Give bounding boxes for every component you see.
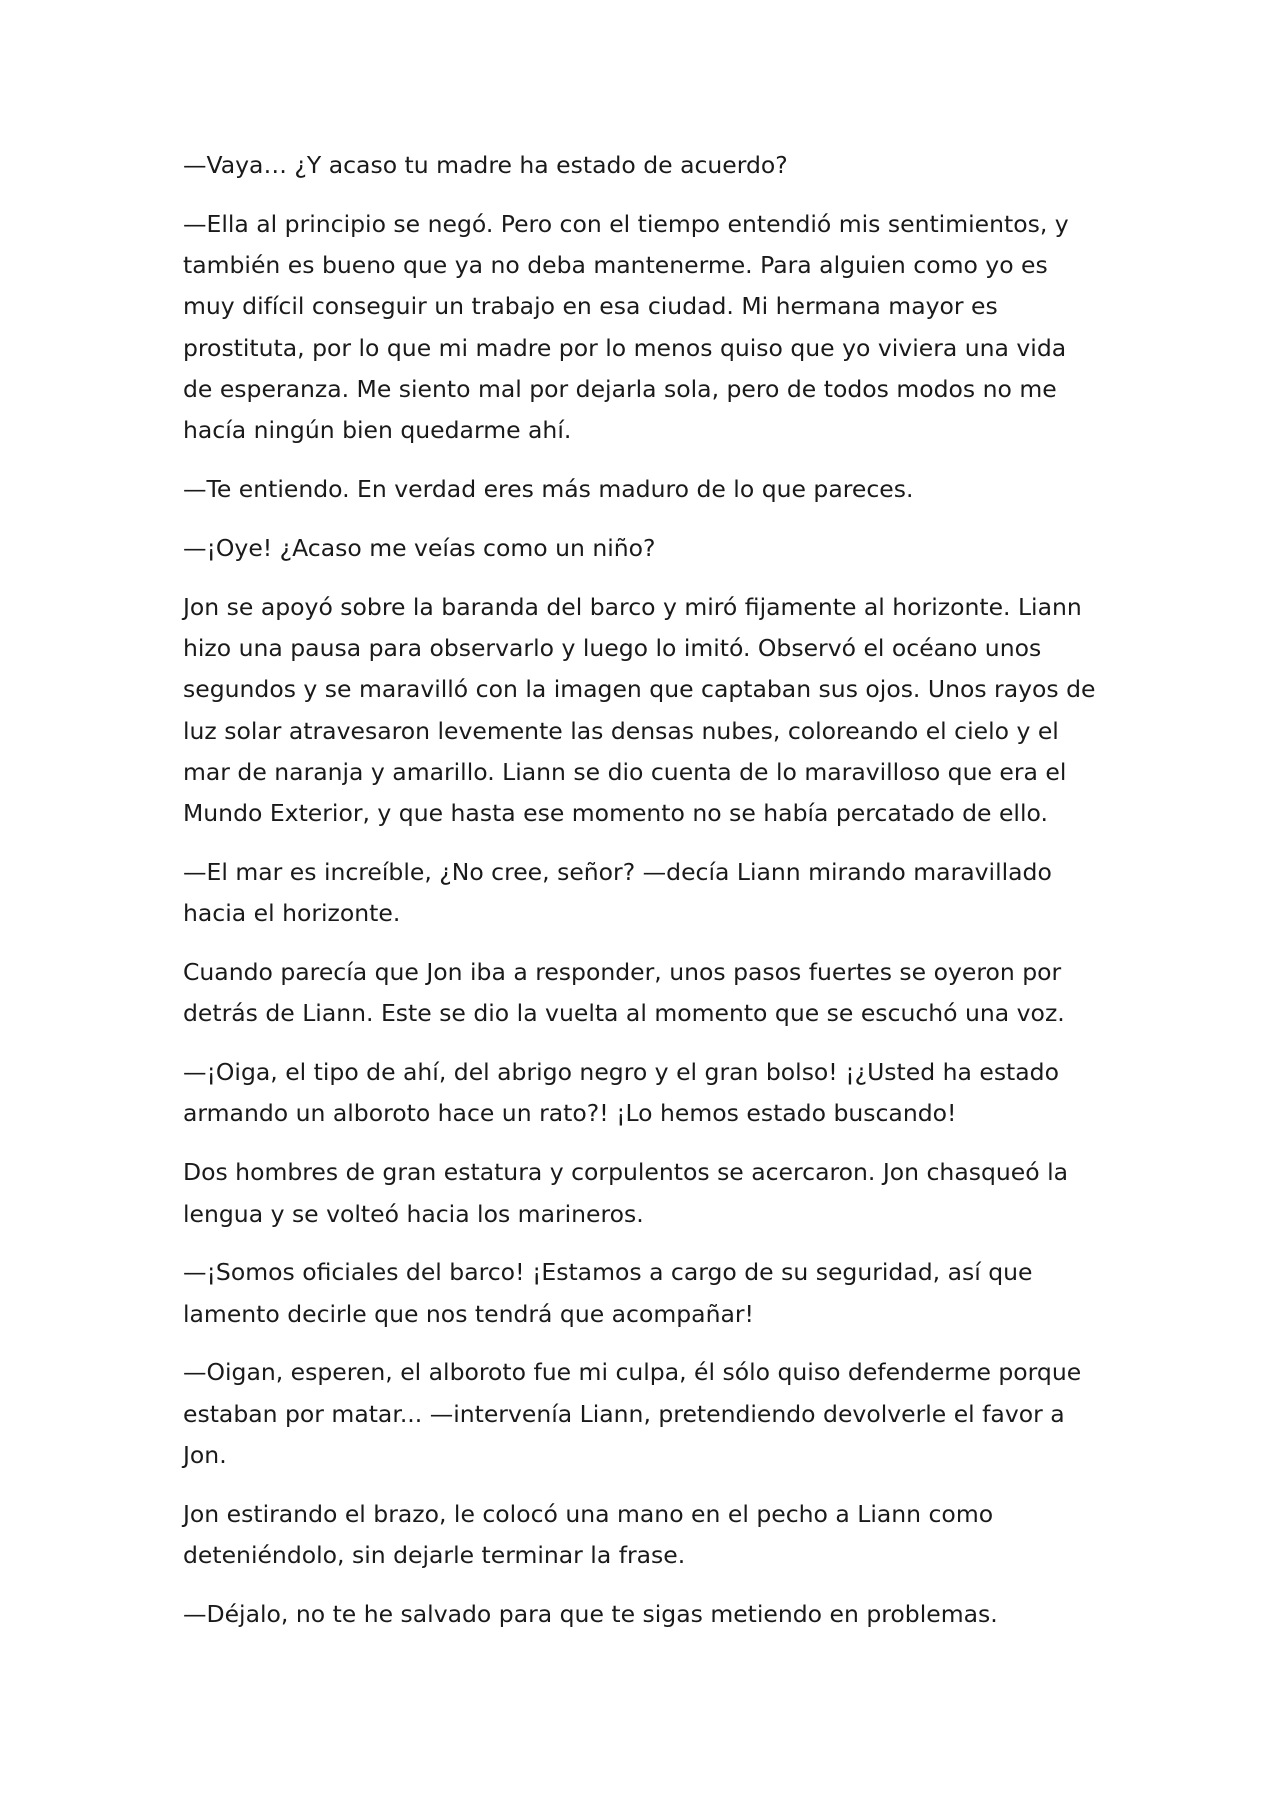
paragraph: —El mar es increíble, ¿No cree, señor? —decía Liann mirando maravillado hacia el horizonte. — [183, 857, 1052, 928]
paragraph: —Oigan, esperen, el alboroto fue mi culpa, él sólo quiso defenderme porque estaban por matar... —intervenía Liann, pretendiendo devolverle el favor a Jon. — [183, 1358, 1082, 1470]
paragraph: Jon se apoyó sobre la baranda del barco y miró fijamente al horizonte. Liann hizo una pausa para observarlo y luego lo imitó. Observó el océano unos segundos y se maravilló con la imagen que captaban sus ojos. Unos rayos de luz solar atravesaron levemente las densas nubes, coloreando el cielo y el mar de naranja y amarillo. Liann se dio cuenta de lo maravilloso que era el Mundo Exterior, y que hasta ese momento no se había percatado de ello. — [183, 592, 1096, 828]
paragraph: —Te entiendo. En verdad eres más maduro de lo que pareces. — [183, 475, 914, 504]
paragraph: —¡Oye! ¿Acaso me veías como un niño? — [183, 533, 656, 562]
paragraph: Dos hombres de gran estatura y corpulentos se acercaron. Jon chasqueó la lengua y se volteó hacia los marineros. — [183, 1158, 1069, 1228]
paragraph: —¡Oiga, el tipo de ahí, del abrigo negro y el gran bolso! ¡¿Usted ha estado armando un alboroto hace un rato?! ¡Lo hemos estado buscando! — [183, 1058, 1059, 1128]
paragraph: —Déjalo, no te he salvado para que te sigas metiendo en problemas. — [183, 1599, 998, 1628]
paragraph: —¡Somos oficiales del barco! ¡Estamos a cargo de su seguridad, así que lamento decirle que nos tendrá que acompañar! — [183, 1258, 1033, 1328]
paragraph: Cuando parecía que Jon iba a responder, unos pasos fuertes se oyeron por detrás de Liann. Este se dio la vuelta al momento que se escuchó una voz. — [183, 958, 1065, 1028]
paragraph: —Vaya… ¿Y acaso tu madre ha estado de acuerdo? — [183, 151, 788, 179]
paragraph: Jon estirando el brazo, le colocó una mano en el pecho a Liann como deteniéndolo, sin dejarle terminar la frase. — [183, 1499, 994, 1570]
document-body — [183, 145, 1098, 1653]
paragraph: —Ella al principio se negó. Pero con el tiempo entendió mis sentimientos, y también es bueno que ya no deba mantenerme. Para alguien como yo es muy difícil conseguir un trabajo en esa ciudad. Mi hermana mayor es prostituta, por lo que mi madre por lo menos quiso que yo viviera una vida de esperanza. Me siento mal por dejarla sola, pero de todos modos no me hacía ningún bien quedarme ahí. — [183, 209, 1069, 445]
